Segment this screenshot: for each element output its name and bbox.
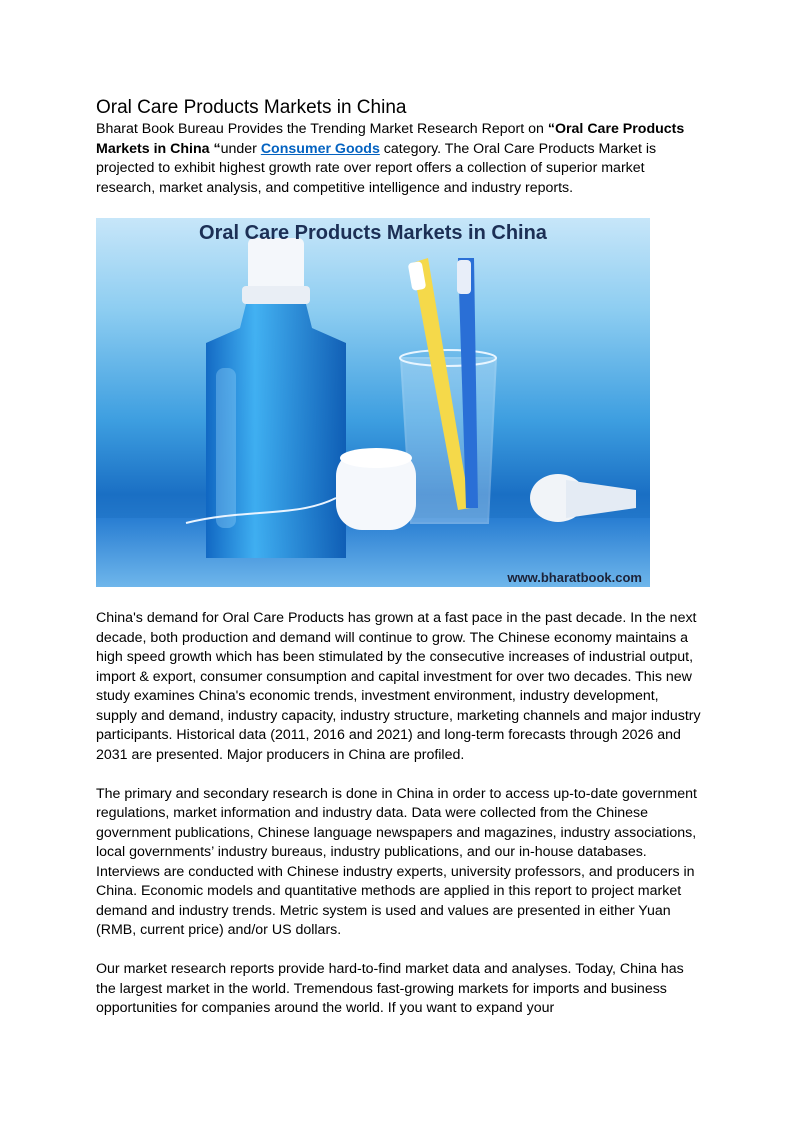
- mouthwash-bottle: [206, 238, 346, 558]
- oral-care-illustration: [96, 218, 650, 587]
- document-page: [96, 96, 702, 1019]
- page-title: Oral Care Products Markets in China: [96, 97, 407, 118]
- quote-open: “: [547, 121, 555, 137]
- quote-close: “: [213, 140, 221, 157]
- image-watermark-url: www.bharatbook.com: [507, 570, 642, 585]
- body-paragraph-1: China's demand for Oral Care Products has grown at a fast pace in the past decade. In the next decade, both production and demand will continue to grow. The Chinese economy maintains a high speed growth which has been stimulated by the consecutive increases of industrial output, import & export, consumer consumption and capital investment for over two decades. This new study examines China's economic trends, investment environment, industry development, supply and demand, industry capacity, industry structure, marketing channels and major industry participants. Historical data (2011, 2016 and 2021) and long-term forecasts through 2026 and 2031 are presented. Major producers in China are profiled.: [96, 610, 701, 763]
- intro-text-under: under: [220, 140, 261, 157]
- report-title-bold: Oral Care Products Markets in China: [96, 121, 685, 157]
- image-title: Oral Care Products Markets in China: [199, 222, 547, 244]
- body-paragraph-2: The primary and secondary research is done in China in order to access up-to-date government regulations, market information and industry data. Data were collected from the Chinese government publications, Chinese language newspapers and magazines, industry associations, local governments’ industry bureaus, industry publications, and our in-house databases. Interviews are conducted with Chinese industry experts, university professors, and producers in China. Economic models and quantitative methods are applied in this report to project market demand and industry trends. Metric system is used and values are presented in either Yuan (RMB, current price) and/or US dollars.: [96, 785, 697, 938]
- intro-text-1: Bharat Book Bureau Provides the Trending Market Research Report on: [96, 121, 548, 137]
- report-cover-image: [96, 218, 650, 587]
- intro-text-2: category. The Oral Care Products Market is projected to exhibit highest growth rate over report offers a collection of superior market research, market analysis, and competitive intelligence and industry reports.: [96, 140, 657, 196]
- consumer-goods-link[interactable]: Consumer Goods: [260, 140, 380, 157]
- toothpaste-tube: [530, 474, 636, 522]
- body-paragraph-3: Our market research reports provide hard-to-find market data and analyses. Today, China has the largest market in the world. Tremendous fast-growing markets for imports and business opportunities for companies around the world. If you want to expand your: [96, 961, 684, 1016]
- intro-paragraph: [96, 120, 702, 198]
